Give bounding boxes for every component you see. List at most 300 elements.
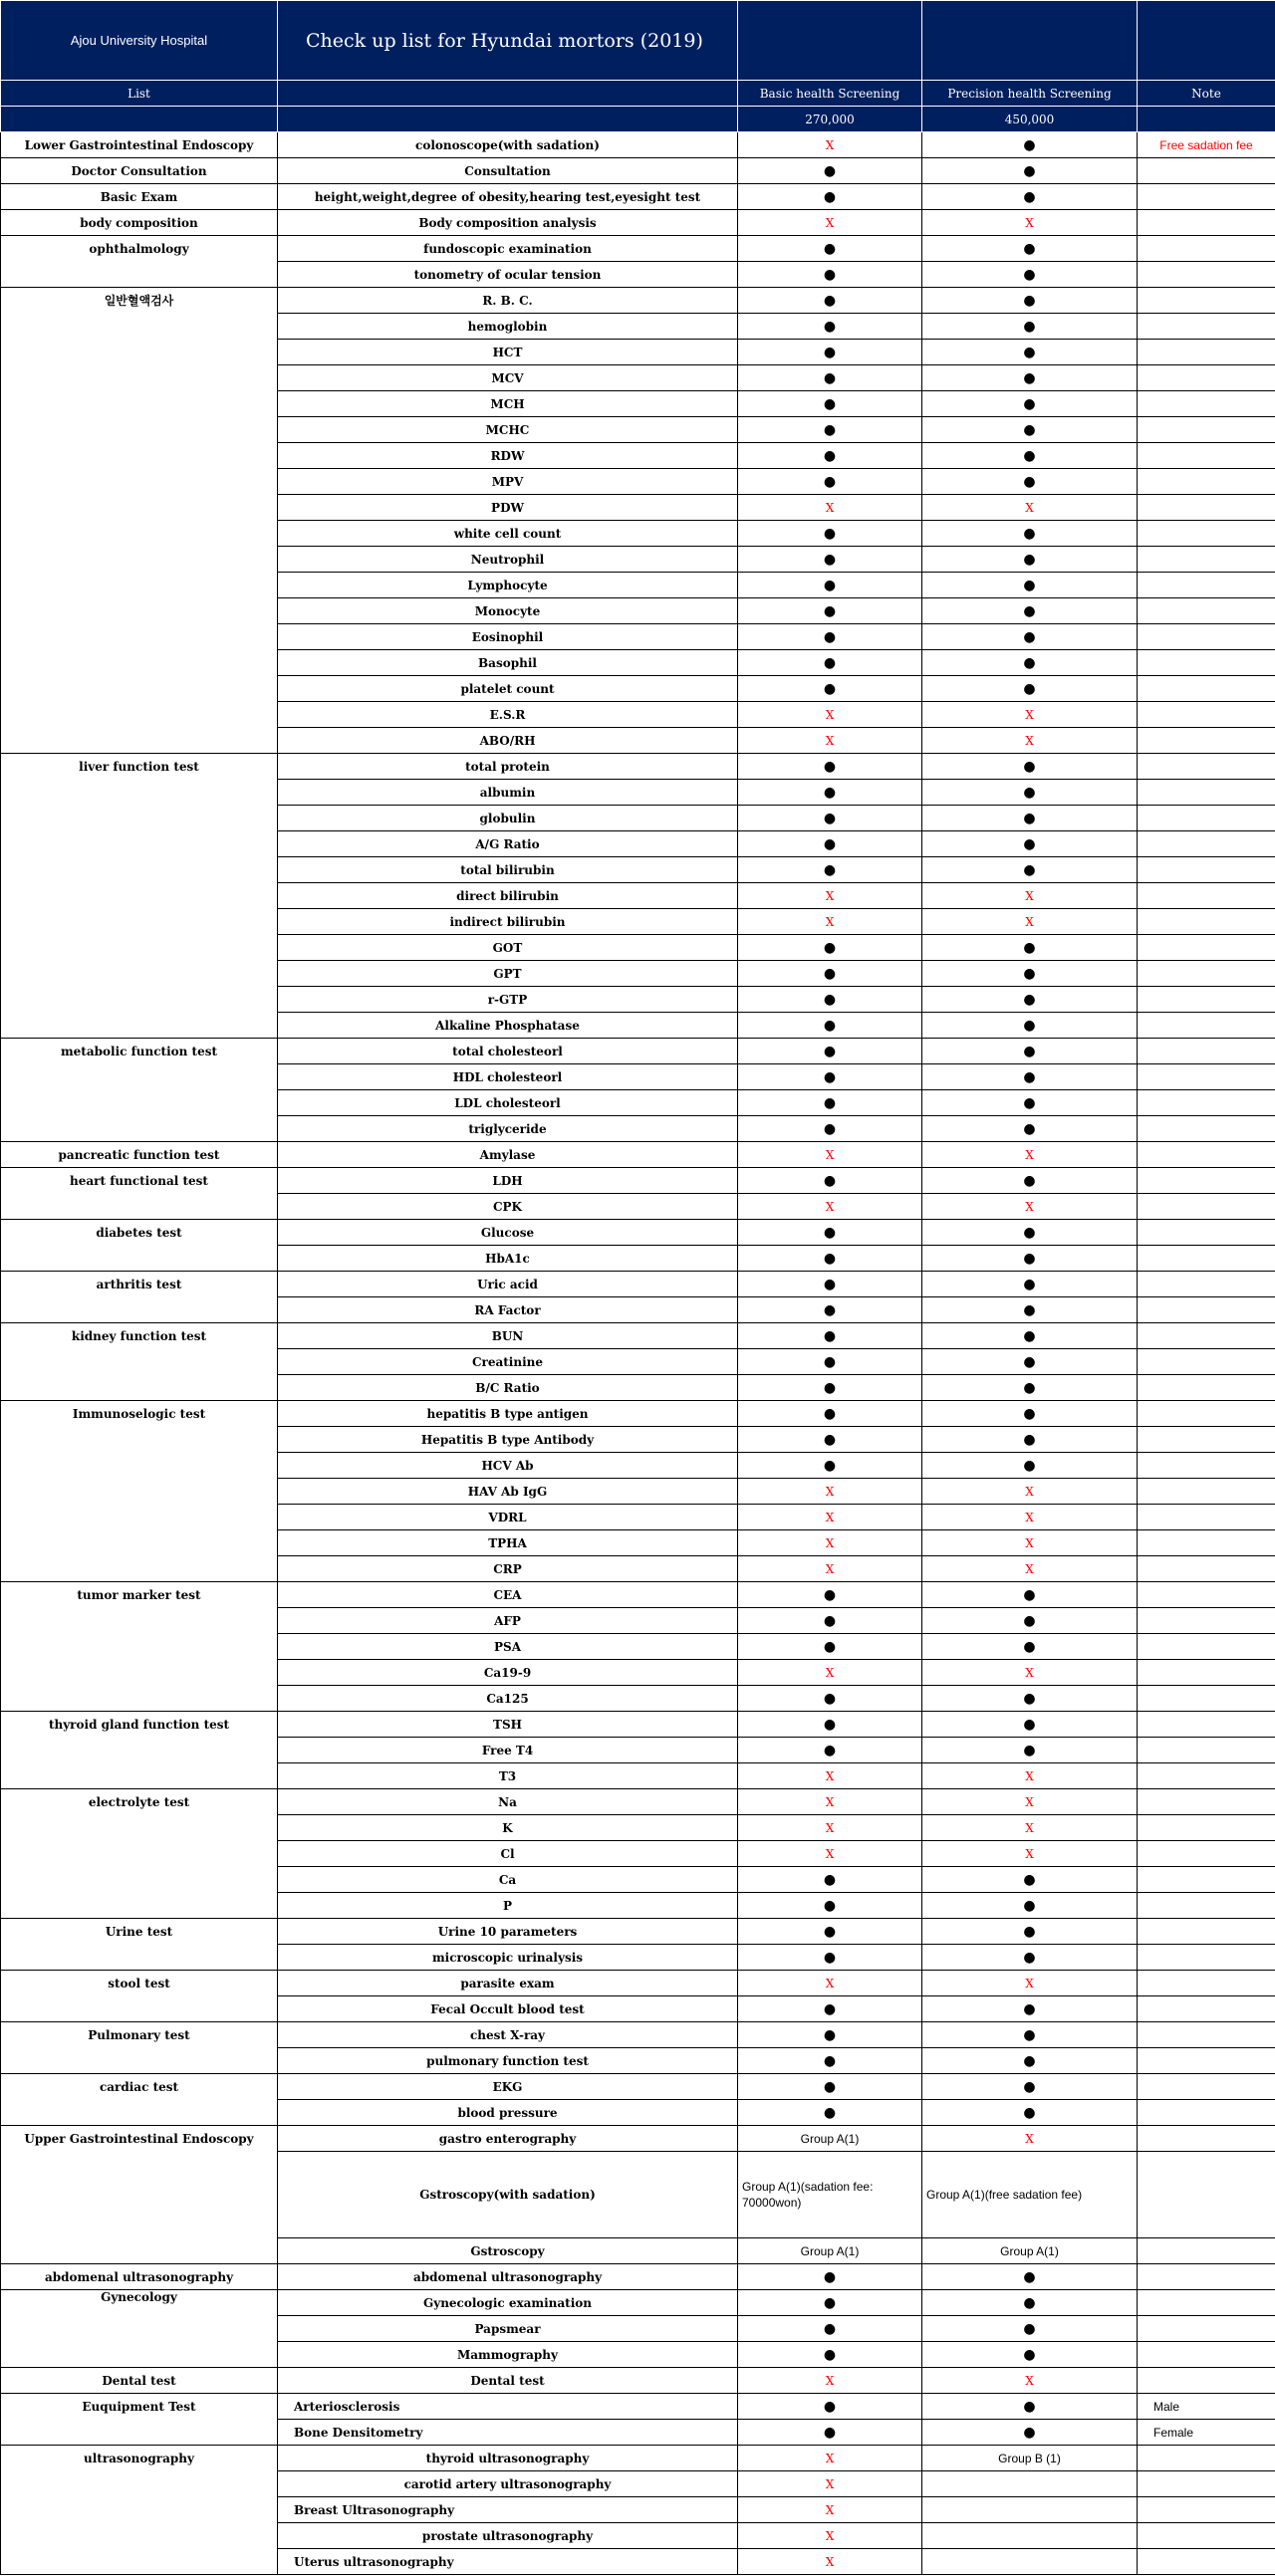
note-cell: Female xyxy=(1138,2420,1275,2446)
item-cell: Creatinine xyxy=(278,1349,738,1375)
item-cell: HCV Ab xyxy=(278,1453,738,1479)
item-cell: total protein xyxy=(278,754,738,780)
precision-cell: ● xyxy=(922,2264,1138,2290)
table-row xyxy=(1,1375,1275,1401)
basic-cell: ● xyxy=(738,2394,922,2420)
item-cell: Gynecologic examination xyxy=(278,2290,738,2316)
basic-cell: ● xyxy=(738,676,922,702)
table-row xyxy=(1,1297,1275,1323)
note-cell xyxy=(1138,1530,1275,1556)
precision-cell: X xyxy=(922,1815,1138,1841)
precision-cell: ● xyxy=(922,236,1138,262)
checkup-rows xyxy=(1,132,1275,2575)
item-cell: Hepatitis B type Antibody xyxy=(278,1427,738,1453)
item-cell: PDW xyxy=(278,495,738,521)
basic-cell: ● xyxy=(738,650,922,676)
note-cell xyxy=(1138,236,1275,262)
header-blank-note xyxy=(1138,1,1275,81)
note-cell xyxy=(1138,961,1275,987)
item-cell: K xyxy=(278,1815,738,1841)
category-cell: Immunoselogic test xyxy=(1,1401,278,1427)
category-cell xyxy=(1,2342,278,2368)
note-cell xyxy=(1138,2238,1275,2264)
table-row xyxy=(1,1272,1275,1297)
category-cell xyxy=(1,1867,278,1893)
note-cell xyxy=(1138,857,1275,883)
table-row xyxy=(1,1116,1275,1142)
table-row xyxy=(1,1039,1275,1064)
item-cell: GPT xyxy=(278,961,738,987)
table-row xyxy=(1,236,1275,262)
precision-cell: ● xyxy=(922,935,1138,961)
basic-cell: ● xyxy=(738,1453,922,1479)
note-cell xyxy=(1138,2549,1275,2575)
item-cell: Na xyxy=(278,1789,738,1815)
note-header: Note xyxy=(1138,81,1275,107)
category-cell xyxy=(1,1556,278,1582)
item-cell: Monocyte xyxy=(278,598,738,624)
table-row xyxy=(1,1556,1275,1582)
basic-cell: X xyxy=(738,1530,922,1556)
item-cell: Ca19-9 xyxy=(278,1660,738,1686)
category-cell: metabolic function test xyxy=(1,1039,278,1064)
note-cell xyxy=(1138,754,1275,780)
item-cell: CRP xyxy=(278,1556,738,1582)
basic-cell: X xyxy=(738,909,922,935)
precision-cell: ● xyxy=(922,365,1138,391)
basic-cell: X xyxy=(738,2368,922,2394)
note-cell xyxy=(1138,1116,1275,1142)
precision-cell: ● xyxy=(922,1893,1138,1919)
category-cell: diabetes test xyxy=(1,1220,278,1246)
list-header: List xyxy=(1,81,278,107)
category-cell xyxy=(1,728,278,754)
basic-cell: ● xyxy=(738,288,922,314)
precision-cell: ● xyxy=(922,1090,1138,1116)
category-cell xyxy=(1,262,278,288)
table-row xyxy=(1,469,1275,495)
category-cell xyxy=(1,676,278,702)
note-cell xyxy=(1138,2497,1275,2523)
category-cell: ultrasonography xyxy=(1,2446,278,2471)
basic-cell: X xyxy=(738,2446,922,2471)
item-cell: TPHA xyxy=(278,1530,738,1556)
category-cell xyxy=(1,1608,278,1634)
note-cell: Male xyxy=(1138,2394,1275,2420)
precision-cell: ● xyxy=(922,1064,1138,1090)
table-row xyxy=(1,210,1275,236)
item-cell: MCV xyxy=(278,365,738,391)
precision-cell: X xyxy=(922,2126,1138,2152)
note-cell xyxy=(1138,1556,1275,1582)
basic-cell: ● xyxy=(738,2420,922,2446)
table-row xyxy=(1,2152,1275,2238)
note-cell xyxy=(1138,909,1275,935)
note-cell xyxy=(1138,1945,1275,1971)
basic-cell: ● xyxy=(738,1013,922,1039)
note-cell xyxy=(1138,1272,1275,1297)
precision-cell: ● xyxy=(922,1945,1138,1971)
item-cell: TSH xyxy=(278,1712,738,1738)
precision-cell: ● xyxy=(922,806,1138,831)
basic-cell: ● xyxy=(738,2022,922,2048)
item-cell: MCHC xyxy=(278,417,738,443)
basic-cell: X xyxy=(738,2497,922,2523)
precision-cell: ● xyxy=(922,1453,1138,1479)
precision-cell: ● xyxy=(922,2342,1138,2368)
category-cell xyxy=(1,443,278,469)
category-cell: tumor marker test xyxy=(1,1582,278,1608)
category-cell xyxy=(1,650,278,676)
category-cell xyxy=(1,1660,278,1686)
basic-cell: ● xyxy=(738,262,922,288)
precision-cell: ● xyxy=(922,1349,1138,1375)
basic-cell: ● xyxy=(738,158,922,184)
category-cell: liver function test xyxy=(1,754,278,780)
precision-cell: ● xyxy=(922,857,1138,883)
table-row xyxy=(1,1789,1275,1815)
basic-cell: ● xyxy=(738,469,922,495)
category-cell xyxy=(1,495,278,521)
basic-cell: ● xyxy=(738,1375,922,1401)
category-cell: cardiac test xyxy=(1,2074,278,2100)
note-cell xyxy=(1138,2523,1275,2549)
item-cell: Cl xyxy=(278,1841,738,1867)
item-cell: LDH xyxy=(278,1168,738,1194)
item-cell: Alkaline Phosphatase xyxy=(278,1013,738,1039)
note-cell xyxy=(1138,1686,1275,1712)
table-row xyxy=(1,1893,1275,1919)
note-cell xyxy=(1138,1246,1275,1272)
basic-cell: ● xyxy=(738,1867,922,1893)
note-cell xyxy=(1138,469,1275,495)
basic-cell: ● xyxy=(738,573,922,598)
note-cell xyxy=(1138,1039,1275,1064)
table-row xyxy=(1,650,1275,676)
table-row xyxy=(1,2523,1275,2549)
item-cell: total bilirubin xyxy=(278,857,738,883)
category-cell xyxy=(1,2238,278,2264)
header-row-title xyxy=(1,1,1275,81)
category-cell xyxy=(1,1246,278,1272)
basic-cell: ● xyxy=(738,987,922,1013)
category-cell xyxy=(1,1297,278,1323)
precision-cell: ● xyxy=(922,469,1138,495)
table-row xyxy=(1,1064,1275,1090)
category-cell xyxy=(1,1427,278,1453)
category-cell xyxy=(1,1013,278,1039)
basic-cell: ● xyxy=(738,521,922,547)
table-row xyxy=(1,1090,1275,1116)
table-row xyxy=(1,132,1275,158)
precision-cell: ● xyxy=(922,624,1138,650)
header-blank-basic xyxy=(738,1,922,81)
header-row-prices xyxy=(1,107,1275,132)
precision-cell: ● xyxy=(922,1013,1138,1039)
note-cell xyxy=(1138,2290,1275,2316)
precision-cell: Group A(1) xyxy=(922,2238,1138,2264)
note-cell xyxy=(1138,650,1275,676)
item-cell: albumin xyxy=(278,780,738,806)
category-cell xyxy=(1,624,278,650)
item-cell: fundoscopic examination xyxy=(278,236,738,262)
category-cell xyxy=(1,1738,278,1763)
table-row xyxy=(1,831,1275,857)
precision-cell: ● xyxy=(922,1427,1138,1453)
table-row xyxy=(1,2126,1275,2152)
category-cell xyxy=(1,417,278,443)
precision-cell: ● xyxy=(922,2048,1138,2074)
category-cell xyxy=(1,1064,278,1090)
table-row xyxy=(1,391,1275,417)
precision-cell: ● xyxy=(922,961,1138,987)
basic-cell: ● xyxy=(738,1246,922,1272)
basic-cell: ● xyxy=(738,1919,922,1945)
item-cell: tonometry of ocular tension xyxy=(278,262,738,288)
category-cell: arthritis test xyxy=(1,1272,278,1297)
category-cell xyxy=(1,961,278,987)
item-cell: R. B. C. xyxy=(278,288,738,314)
basic-cell: X xyxy=(738,132,922,158)
precision-cell: Group B (1) xyxy=(922,2446,1138,2471)
table-row xyxy=(1,1971,1275,1996)
precision-cell: ● xyxy=(922,521,1138,547)
table-row xyxy=(1,624,1275,650)
precision-cell: ● xyxy=(922,780,1138,806)
note-cell xyxy=(1138,1220,1275,1246)
item-cell: white cell count xyxy=(278,521,738,547)
basic-cell: ● xyxy=(738,1582,922,1608)
table-row xyxy=(1,2048,1275,2074)
note-cell xyxy=(1138,1738,1275,1763)
basic-cell: ● xyxy=(738,598,922,624)
table-row xyxy=(1,1945,1275,1971)
note-cell xyxy=(1138,1867,1275,1893)
precision-cell: ● xyxy=(922,1220,1138,1246)
basic-cell: ● xyxy=(738,314,922,340)
item-cell: r-GTP xyxy=(278,987,738,1013)
category-cell xyxy=(1,1194,278,1220)
basic-cell: ● xyxy=(738,1116,922,1142)
precision-cell: X xyxy=(922,728,1138,754)
note-cell xyxy=(1138,676,1275,702)
basic-cell: ● xyxy=(738,2342,922,2368)
item-cell: CEA xyxy=(278,1582,738,1608)
precision-cell: ● xyxy=(922,2290,1138,2316)
category-cell xyxy=(1,987,278,1013)
item-cell: Basophil xyxy=(278,650,738,676)
note-cell xyxy=(1138,1194,1275,1220)
precision-cell: X xyxy=(922,1556,1138,1582)
category-cell xyxy=(1,2100,278,2126)
item-cell: direct bilirubin xyxy=(278,883,738,909)
table-row xyxy=(1,1996,1275,2022)
category-cell xyxy=(1,909,278,935)
basic-cell: X xyxy=(738,1556,922,1582)
basic-cell: X xyxy=(738,1841,922,1867)
note-cell xyxy=(1138,573,1275,598)
note-cell xyxy=(1138,365,1275,391)
table-row xyxy=(1,780,1275,806)
note-cell xyxy=(1138,1789,1275,1815)
precision-cell: ● xyxy=(922,1375,1138,1401)
note-cell xyxy=(1138,2446,1275,2471)
table-row xyxy=(1,1323,1275,1349)
note-cell xyxy=(1138,1971,1275,1996)
item-cell: Neutrophil xyxy=(278,547,738,573)
table-row xyxy=(1,1763,1275,1789)
category-cell: heart functional test xyxy=(1,1168,278,1194)
item-cell: Fecal Occult blood test xyxy=(278,1996,738,2022)
basic-cell: ● xyxy=(738,1039,922,1064)
item-cell: LDL cholesteorl xyxy=(278,1090,738,1116)
note-cell xyxy=(1138,417,1275,443)
basic-cell: ● xyxy=(738,780,922,806)
basic-cell: ● xyxy=(738,1168,922,1194)
item-cell: HAV Ab IgG xyxy=(278,1479,738,1505)
precision-cell: X xyxy=(922,1479,1138,1505)
note-cell xyxy=(1138,1634,1275,1660)
table-row xyxy=(1,676,1275,702)
category-cell xyxy=(1,391,278,417)
basic-cell: X xyxy=(738,1660,922,1686)
precision-cell: X xyxy=(922,1142,1138,1168)
precision-cell: X xyxy=(922,2368,1138,2394)
item-cell: RDW xyxy=(278,443,738,469)
table-row xyxy=(1,1686,1275,1712)
basic-cell: Group A(1) xyxy=(738,2238,922,2264)
table-row xyxy=(1,2238,1275,2264)
item-cell: globulin xyxy=(278,806,738,831)
table-row xyxy=(1,1505,1275,1530)
table-row xyxy=(1,857,1275,883)
basic-cell: X xyxy=(738,210,922,236)
table-row xyxy=(1,547,1275,573)
table-row xyxy=(1,1246,1275,1272)
category-cell xyxy=(1,2152,278,2238)
table-row xyxy=(1,935,1275,961)
category-cell xyxy=(1,1945,278,1971)
note-cell xyxy=(1138,547,1275,573)
table-row xyxy=(1,1867,1275,1893)
category-cell: Dental test xyxy=(1,2368,278,2394)
precision-cell: ● xyxy=(922,391,1138,417)
basic-cell: X xyxy=(738,1505,922,1530)
precision-cell xyxy=(922,2471,1138,2497)
table-row xyxy=(1,1815,1275,1841)
table-row xyxy=(1,2446,1275,2471)
table-row xyxy=(1,702,1275,728)
category-cell: Doctor Consultation xyxy=(1,158,278,184)
basic-cell: ● xyxy=(738,1996,922,2022)
precision-cell: X xyxy=(922,1660,1138,1686)
item-cell: PSA xyxy=(278,1634,738,1660)
item-cell: prostate ultrasonography xyxy=(278,2523,738,2549)
category-cell: Lower Gastrointestinal Endoscopy xyxy=(1,132,278,158)
basic-cell: ● xyxy=(738,236,922,262)
table-row xyxy=(1,1530,1275,1556)
table-row xyxy=(1,2264,1275,2290)
table-row xyxy=(1,262,1275,288)
table-row xyxy=(1,598,1275,624)
basic-cell: ● xyxy=(738,1686,922,1712)
basic-cell: ● xyxy=(738,806,922,831)
precision-cell: ● xyxy=(922,417,1138,443)
note-cell xyxy=(1138,1815,1275,1841)
category-cell xyxy=(1,2420,278,2446)
table-row xyxy=(1,314,1275,340)
page-title: Check up list for Hyundai mortors (2019) xyxy=(278,1,738,81)
item-cell: HDL cholesteorl xyxy=(278,1064,738,1090)
table-row xyxy=(1,728,1275,754)
table-row xyxy=(1,1582,1275,1608)
item-cell: P xyxy=(278,1893,738,1919)
note-cell xyxy=(1138,2048,1275,2074)
precision-cell: ● xyxy=(922,1168,1138,1194)
note-cell xyxy=(1138,1608,1275,1634)
basic-cell: ● xyxy=(738,1401,922,1427)
note-cell xyxy=(1138,1375,1275,1401)
category-cell xyxy=(1,2523,278,2549)
item-cell: indirect bilirubin xyxy=(278,909,738,935)
item-cell: Amylase xyxy=(278,1142,738,1168)
category-cell: Basic Exam xyxy=(1,184,278,210)
note-cell xyxy=(1138,2342,1275,2368)
item-cell: colonoscope(with sadation) xyxy=(278,132,738,158)
basic-cell: X xyxy=(738,2523,922,2549)
basic-cell: X xyxy=(738,1194,922,1220)
precision-cell: X xyxy=(922,1530,1138,1556)
category-cell xyxy=(1,857,278,883)
category-cell xyxy=(1,1893,278,1919)
item-cell: Body composition analysis xyxy=(278,210,738,236)
note-cell xyxy=(1138,2152,1275,2238)
price-blank-note xyxy=(1138,107,1275,132)
category-cell: stool test xyxy=(1,1971,278,1996)
category-cell: abdomenal ultrasonography xyxy=(1,2264,278,2290)
basic-cell: ● xyxy=(738,961,922,987)
table-row xyxy=(1,365,1275,391)
note-cell xyxy=(1138,1893,1275,1919)
table-row xyxy=(1,987,1275,1013)
item-cell: platelet count xyxy=(278,676,738,702)
precision-cell: ● xyxy=(922,1039,1138,1064)
note-cell xyxy=(1138,521,1275,547)
basic-cell: X xyxy=(738,1763,922,1789)
item-cell: Arteriosclerosis xyxy=(278,2394,738,2420)
table-row xyxy=(1,1712,1275,1738)
category-cell xyxy=(1,1116,278,1142)
precision-cell: X xyxy=(922,1505,1138,1530)
item-cell: Consultation xyxy=(278,158,738,184)
table-row xyxy=(1,521,1275,547)
precision-cell: ● xyxy=(922,1297,1138,1323)
category-cell xyxy=(1,2471,278,2497)
basic-cell: ● xyxy=(738,1427,922,1453)
item-cell: blood pressure xyxy=(278,2100,738,2126)
category-cell xyxy=(1,1815,278,1841)
table-row xyxy=(1,2497,1275,2523)
basic-cell: ● xyxy=(738,1712,922,1738)
category-cell: ophthalmology xyxy=(1,236,278,262)
basic-cell: ● xyxy=(738,1272,922,1297)
note-cell xyxy=(1138,2471,1275,2497)
item-cell: HbA1c xyxy=(278,1246,738,1272)
note-cell xyxy=(1138,1660,1275,1686)
table-row xyxy=(1,1427,1275,1453)
category-cell xyxy=(1,1841,278,1867)
item-cell: total cholesteorl xyxy=(278,1039,738,1064)
